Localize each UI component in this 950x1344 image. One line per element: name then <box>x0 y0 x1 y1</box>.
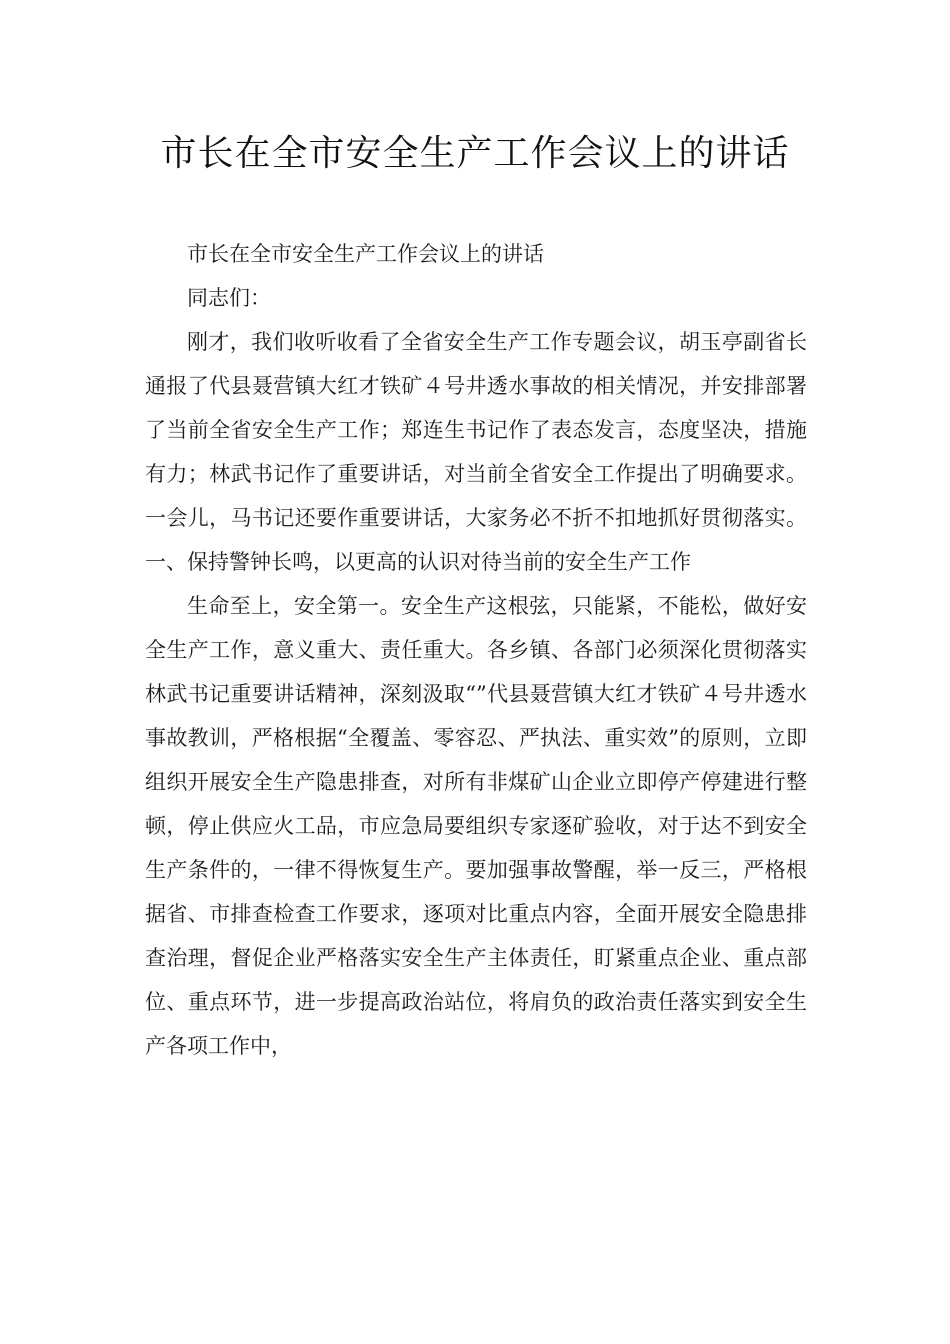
paragraph-heading: 市长在全市安全生产工作会议上的讲话 <box>187 242 544 266</box>
document-body <box>145 232 807 1068</box>
document-title: 市长在全市安全生产工作会议上的讲话 <box>160 133 790 174</box>
paragraph-salutation: 同志们： <box>187 286 271 310</box>
paragraph-opening: 刚才，我们收听收看了全省安全生产工作专题会议，胡玉亭副省长通报了代县聂营镇大红才铁矿４号井透水事故的相关情况，并安排部署了当前全省安全生产工作；郑连生书记作了表态发言，态度坚决，措施有力；林武书记作了重要讲话，对当前全省安全工作提出了明确要求。一会儿，马书记还要作重要讲话，大家务必不折不扣地抓好贯彻落实。一、保持警钟长鸣，以更高的认识对待当前的安全生产工作 <box>145 330 807 574</box>
paragraph-safety-first: 生命至上，安全第一。安全生产这根弦，只能紧，不能松，做好安全生产工作，意义重大、责任重大。各乡镇、各部门必须深化贯彻落实林武书记重要讲话精神，深刻汲取“”代县聂营镇大红才铁矿４号井透水事故教训，严格根据“全覆盖、零容忍、严执法、重实效”的原则，立即组织开展安全生产隐患排查，对所有非煤矿山企业立即停产停建进行整顿，停止供应火工品，市应急局要组织专家逐矿验收，对于达不到安全生产条件的，一律不得恢复生产。要加强事故警醒，举一反三，严格根据省、市排查检查工作要求，逐项对比重点内容，全面开展安全隐患排查治理，督促企业严格落实安全生产主体责任，盯紧重点企业、重点部位、重点环节，进一步提高政治站位，将肩负的政治责任落实到安全生产各项工作中， <box>145 594 807 1058</box>
